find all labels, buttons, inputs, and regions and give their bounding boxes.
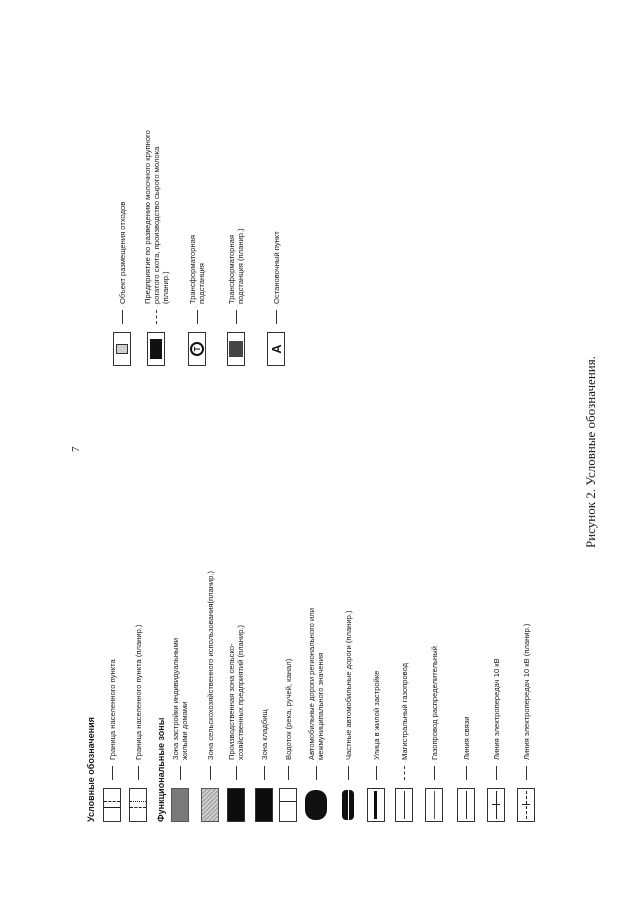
legend-label: Линия электропередач 10 кВ (планир.) [521, 623, 531, 760]
road-regional-symbol [305, 788, 327, 822]
legend-row-bus-stop [264, 116, 288, 366]
legend-label: Остановочный пункт [271, 231, 281, 304]
legend-label: Линия связи [461, 716, 471, 760]
legend-label: Водоток (река, ручей, канал) [283, 658, 293, 760]
legend-label: Газопровод распределительный [429, 646, 439, 760]
legend-label: Предприятие по разведению молочного крупного рогатого скота, производство сырого молока (планир.) [142, 130, 170, 304]
bus-stop-icon [267, 332, 285, 366]
legend-row-boundary [100, 442, 124, 822]
legend-label: Трансформаторная подстанция [188, 235, 206, 304]
power-line-symbol [487, 788, 505, 822]
legend-label: Частные автомобильные дороги (планир.) [343, 610, 353, 760]
agri-zone-swatch [201, 788, 219, 822]
legend-label: Улица в жилой застройке [371, 670, 381, 760]
comm-line-symbol [457, 788, 475, 822]
bus-stop-letter: A [268, 344, 284, 354]
legend-row-transformer [182, 116, 212, 366]
gas-main-symbol [395, 788, 413, 822]
production-zone-swatch [227, 788, 245, 822]
legend-row-waste [110, 116, 134, 366]
legend-label: Граница населенного пункта [107, 659, 117, 760]
transformer-planned-icon [227, 332, 245, 366]
legend-row-road-regional [304, 542, 328, 822]
power-line-planned-symbol [517, 788, 535, 822]
legend-row-gas-dist [422, 542, 446, 822]
legend-row-zone-agri [198, 442, 222, 822]
boundary-planned-symbol [129, 788, 147, 822]
legend-row-dairy [134, 116, 178, 366]
cemetery-zone-swatch [255, 788, 273, 822]
legend-row-boundary-planned [126, 442, 150, 822]
legend-label: Магистральный газопровод [399, 662, 409, 760]
legend-row-transformer-planned [216, 116, 256, 366]
dairy-farm-icon [147, 332, 165, 366]
legend-panel [82, 106, 552, 826]
legend-row-gas-main [392, 542, 416, 822]
street-symbol [367, 788, 385, 822]
legend-row-road-private [336, 542, 360, 822]
boundary-symbol [103, 788, 121, 822]
zones-heading: Функциональные зоны [156, 717, 166, 822]
figure-caption: Рисунок 2. Условные обозначения. [583, 356, 598, 548]
road-private-symbol [339, 788, 357, 822]
watercourse-swatch [279, 788, 297, 822]
legend-title: Условные обозначения [86, 717, 96, 822]
legend-label: Объект размещения отходов [117, 201, 127, 304]
waste-site-icon [113, 332, 131, 366]
legend-label: Зона кладбищ [259, 709, 269, 760]
legend-row-zone-residential [168, 552, 192, 822]
legend-row-street [364, 542, 388, 822]
legend-label: Зона застройки индивидуальными жилыми домами [171, 638, 189, 760]
legend-label: Производственная зона сельско-хозяйственных предприятий (планир.) [227, 624, 245, 760]
residential-zone-swatch [171, 788, 189, 822]
legend-label: Линия электропередач 10 кВ [491, 658, 501, 760]
transformer-icon: T [188, 332, 206, 366]
legend-row-zone-production [224, 552, 248, 822]
page-number: 7 [70, 446, 82, 452]
legend-label: Трансформаторная подстанция (планир.) [227, 228, 245, 304]
legend-row-power-line-planned [514, 542, 538, 822]
gas-dist-symbol [425, 788, 443, 822]
legend-row-watercourse [276, 552, 300, 822]
legend-label: Автомобильные дороги регионального или межмуниципального значения [307, 608, 325, 760]
legend-row-zone-cemetery [252, 552, 276, 822]
legend-row-power-line [484, 542, 508, 822]
legend-row-comm-line [454, 542, 478, 822]
legend-label: Зона сельскохозяйственного использования(планир.) [205, 570, 215, 760]
legend-label: Граница населенного пункта (планир.) [133, 624, 143, 760]
